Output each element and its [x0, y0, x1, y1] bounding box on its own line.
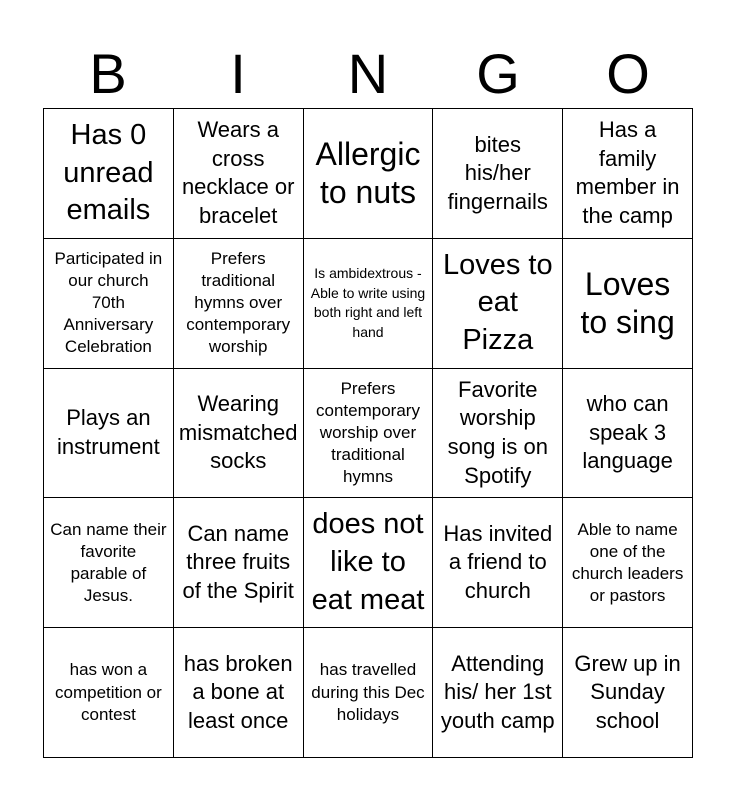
bingo-cell[interactable]: does not like to eat meat: [304, 498, 434, 628]
header-letter-i: I: [230, 42, 246, 105]
bingo-cell[interactable]: Has invited a friend to church: [433, 498, 563, 628]
bingo-board: [43, 108, 693, 758]
bingo-cell[interactable]: Plays an instrument: [44, 369, 174, 499]
header-letter-b: B: [89, 42, 127, 105]
bingo-cell[interactable]: Wearing mismatched socks: [174, 369, 304, 499]
bingo-header: [43, 40, 693, 108]
bingo-cell[interactable]: Allergic to nuts: [304, 109, 434, 239]
bingo-cell[interactable]: Grew up in Sunday school: [563, 628, 693, 758]
bingo-cell[interactable]: who can speak 3 language: [563, 369, 693, 499]
bingo-cell[interactable]: bites his/her fingernails: [433, 109, 563, 239]
bingo-cell[interactable]: Prefers traditional hymns over contemporary worship: [174, 239, 304, 369]
bingo-cell[interactable]: Loves to sing: [563, 239, 693, 369]
bingo-cell[interactable]: has broken a bone at least once: [174, 628, 304, 758]
bingo-cell[interactable]: Is ambidextrous - Able to write using both right and left hand: [304, 239, 434, 369]
bingo-cell[interactable]: Favorite worship song is on Spotify: [433, 369, 563, 499]
bingo-cell[interactable]: has won a competition or contest: [44, 628, 174, 758]
header-letter-n: N: [347, 42, 389, 105]
bingo-cell[interactable]: Prefers contemporary worship over traditional hymns: [304, 369, 434, 499]
bingo-cell[interactable]: Can name their favorite parable of Jesus.: [44, 498, 174, 628]
bingo-cell[interactable]: Attending his/ her 1st youth camp: [433, 628, 563, 758]
bingo-cell[interactable]: Able to name one of the church leaders or pastors: [563, 498, 693, 628]
header-letter-o: O: [606, 42, 650, 105]
header-letter-g: G: [476, 42, 520, 105]
bingo-cell[interactable]: Can name three fruits of the Spirit: [174, 498, 304, 628]
bingo-cell[interactable]: Has 0 unread emails: [44, 109, 174, 239]
bingo-cell[interactable]: Loves to eat Pizza: [433, 239, 563, 369]
bingo-cell[interactable]: has travelled during this Dec holidays: [304, 628, 434, 758]
bingo-cell[interactable]: Has a family member in the camp: [563, 109, 693, 239]
bingo-cell[interactable]: Wears a cross necklace or bracelet: [174, 109, 304, 239]
bingo-cell[interactable]: Participated in our church 70th Anniversary Celebration: [44, 239, 174, 369]
